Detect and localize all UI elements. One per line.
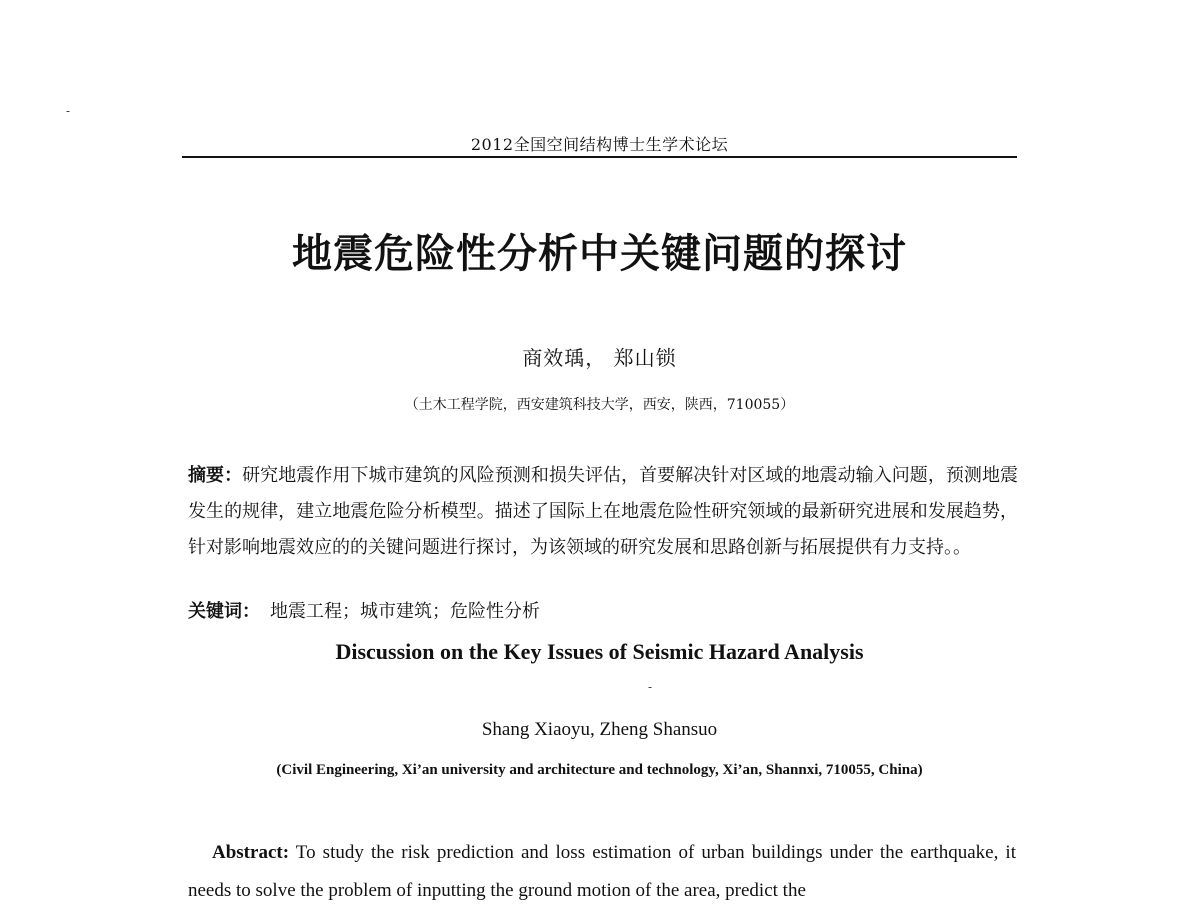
authors-en: Shang Xiaoyu, Zheng Shansuo bbox=[481, 719, 718, 740]
running-header: 2012全国空间结构博士生学术论坛 bbox=[470, 135, 729, 154]
keywords-cn-label: 关键词： bbox=[188, 601, 260, 622]
title-en: Discussion on the Key Issues of Seismic Hazard Analysis bbox=[335, 639, 864, 664]
title-cn: 地震危险性分析中关键问题的探讨 bbox=[292, 230, 907, 277]
abstract-en bbox=[188, 834, 1016, 910]
abstract-en-label: Abstract: bbox=[212, 842, 290, 863]
keywords-cn-text: 地震工程；城市建筑；危险性分析 bbox=[270, 601, 540, 622]
abstract-en-text: To study the risk prediction and loss estimation of urban buildings under the earthquake, it needs to solve the problem of inputting the ground motion of the area, predict the bbox=[188, 842, 1016, 901]
affiliation-en: (Civil Engineering, Xi’an university and architecture and technology, Xi’an, Shannxi, 710055, China) bbox=[276, 762, 923, 778]
stray-mark: - bbox=[66, 104, 71, 118]
abstract-cn-label: 摘要： bbox=[188, 465, 243, 486]
affiliation-cn: （土木工程学院，西安建筑科技大学，西安，陕西，710055） bbox=[404, 397, 795, 413]
dash-mark: - bbox=[648, 680, 653, 694]
header-rule bbox=[182, 156, 1017, 158]
keywords-cn bbox=[188, 598, 1018, 626]
authors-cn: 商效瑀， 郑山锁 bbox=[522, 346, 677, 370]
abstract-cn-text: 研究地震作用下城市建筑的风险预测和损失评估，首要解决针对区域的地震动输入问题，预测地震发生的规律，建立地震危险分析模型。描述了国际上在地震危险性研究领域的最新研究进展和发展趋势，针对影响地震效应的的关键问题进行探讨，为该领域的研究发展和思路创新与拓展提供有力支持。。 bbox=[188, 465, 1019, 558]
abstract-cn bbox=[188, 458, 1018, 566]
